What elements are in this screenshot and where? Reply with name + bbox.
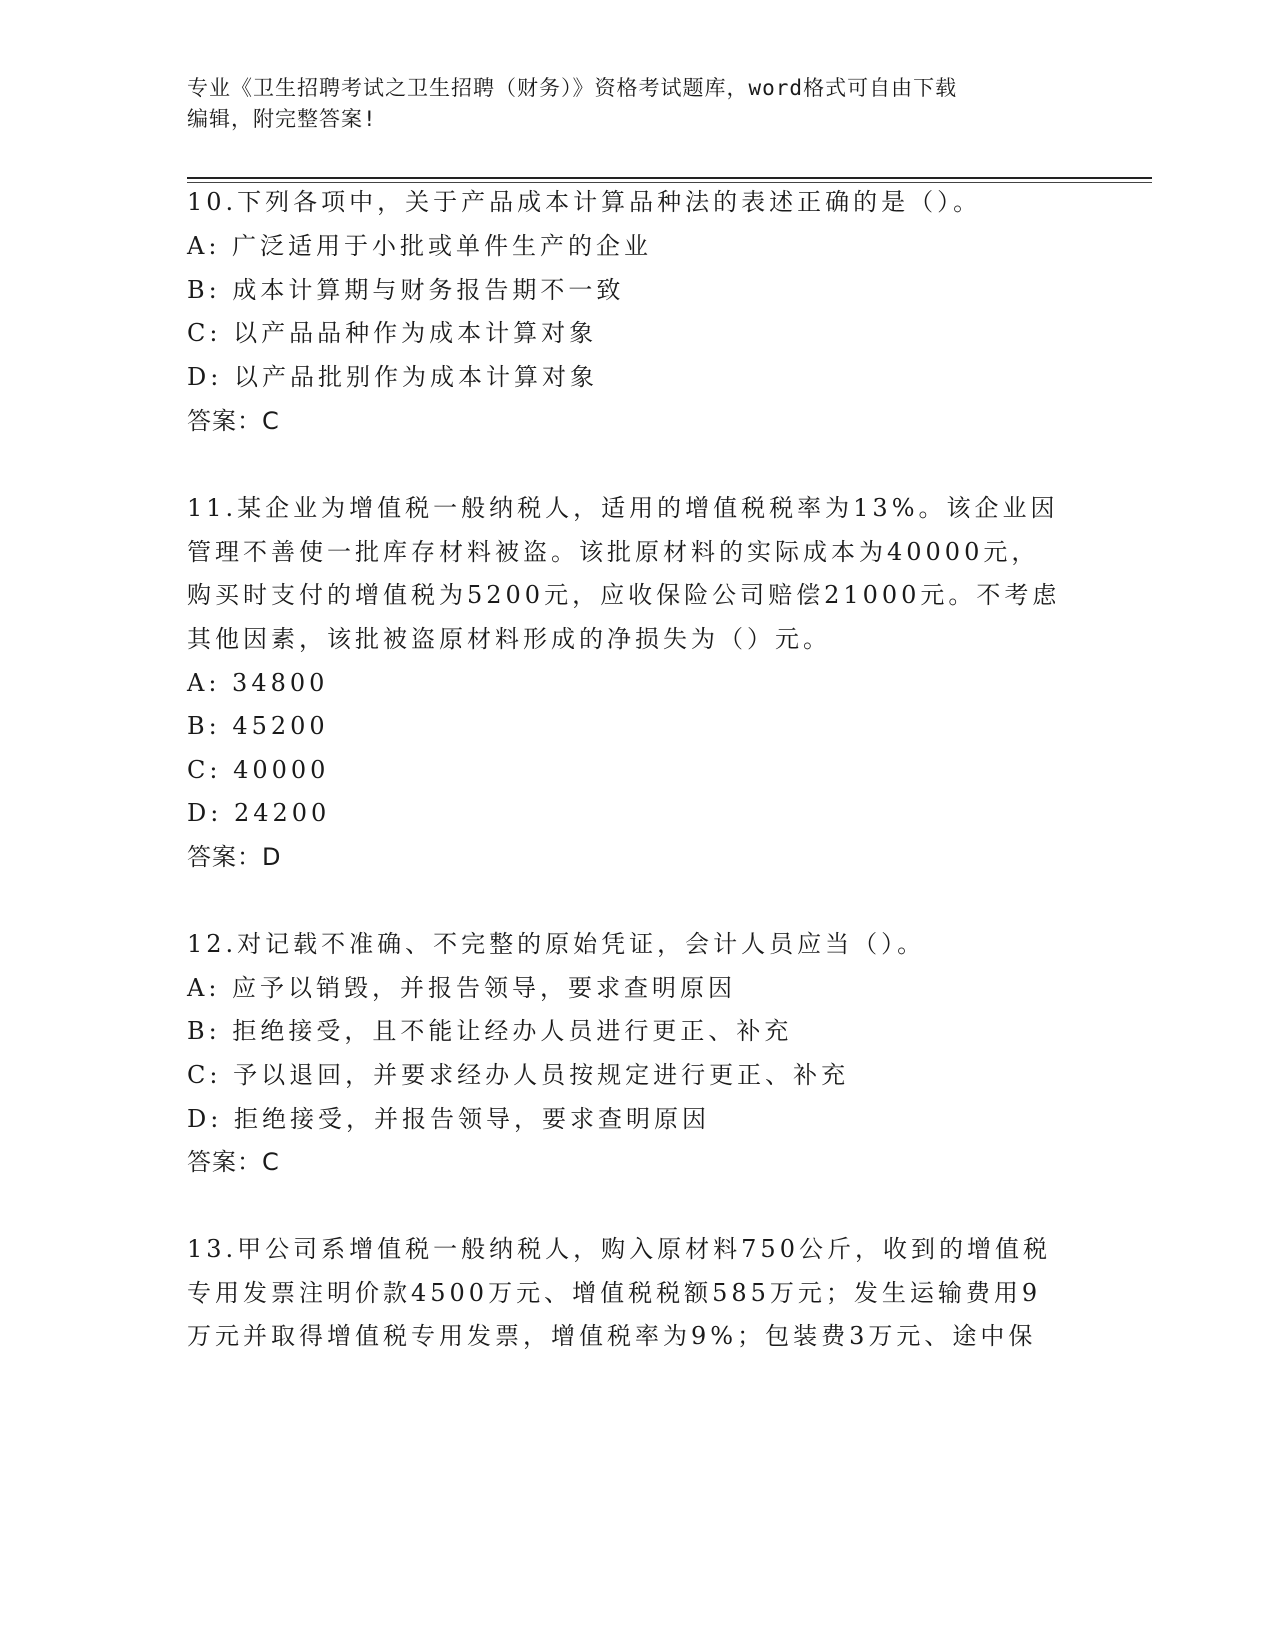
document-header [187,73,1067,135]
header-divider-thin [187,182,1152,183]
question-11-option-d: D: 24200 [187,799,331,827]
question-10-option-d: D: 以产品批别作为成本计算对象 [187,363,598,391]
header-line-2: 编辑，附完整答案! [187,107,377,131]
question-12-option-a: A: 应予以销毁，并报告领导，要求查明原因 [187,974,737,1002]
header-line-1: 专业《卫生招聘考试之卫生招聘（财务）》资格考试题库，word格式可自由下载 [187,76,958,100]
header-divider-thick [187,177,1152,179]
question-11-stem-line-3: 购买时支付的增值税为5200元，应收保险公司赔偿21000元。不考虑 [187,581,1061,609]
question-10-stem: 10.下列各项中，关于产品成本计算品种法的表述正确的是（）。 [187,188,982,216]
question-13-stem-line-1: 13.甲公司系增值税一般纳税人，购入原材料750公斤，收到的增值税 [187,1235,1051,1263]
question-12-option-c: C: 予以退回，并要求经办人员按规定进行更正、补充 [187,1061,850,1089]
question-11-stem-line-2: 管理不善使一批库存材料被盗。该批原材料的实际成本为40000元， [187,538,1040,566]
question-11-option-c: C: 40000 [187,756,330,784]
question-12-answer: 答案：C [187,1148,280,1176]
question-10-option-a: A: 广泛适用于小批或单件生产的企业 [187,232,653,260]
question-10-answer: 答案：C [187,407,280,435]
question-11-stem-line-1: 11.某企业为增值税一般纳税人，适用的增值税税率为13%。该企业因 [187,494,1059,522]
question-12-option-b: B: 拒绝接受，且不能让经办人员进行更正、补充 [187,1017,793,1045]
question-13-stem-line-2: 专用发票注明价款4500万元、增值税税额585万元；发生运输费用9 [187,1279,1042,1307]
question-11-answer: 答案：D [187,843,282,871]
question-11-option-a: A: 34800 [187,669,329,697]
question-12-stem: 12.对记载不准确、不完整的原始凭证，会计人员应当（）。 [187,930,926,958]
question-12-option-d: D: 拒绝接受，并报告领导，要求查明原因 [187,1105,710,1133]
question-10-option-b: B: 成本计算期与财务报告期不一致 [187,276,625,304]
question-10-option-c: C: 以产品品种作为成本计算对象 [187,319,598,347]
question-11-option-b: B: 45200 [187,712,329,740]
question-11-stem-line-4: 其他因素，该批被盗原材料形成的净损失为（）元。 [187,625,831,653]
question-13-stem-line-3: 万元并取得增值税专用发票，增值税率为9%；包装费3万元、途中保 [187,1322,1037,1350]
